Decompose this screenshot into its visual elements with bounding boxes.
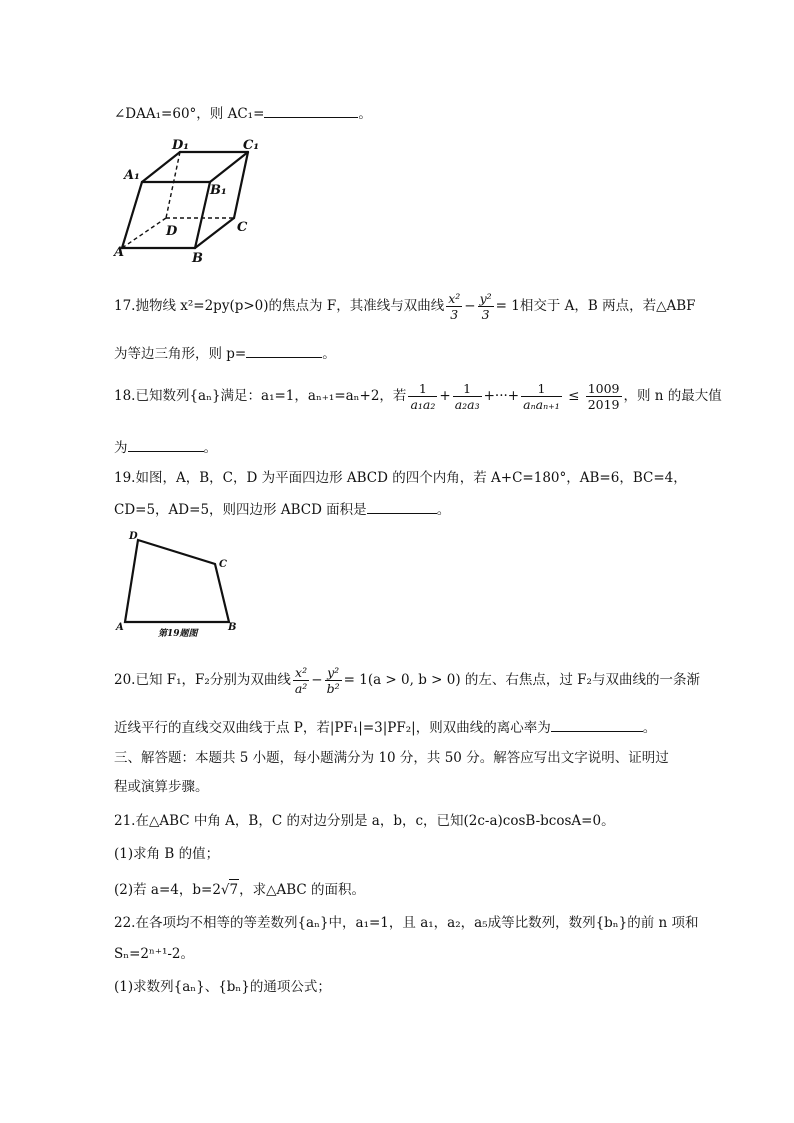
- answer-blank[interactable]: [128, 436, 204, 452]
- ellipsis-plus: +···+: [483, 388, 520, 404]
- q16-tail-end: 。: [358, 106, 372, 122]
- fraction-x2-3: $\frac{\text{x²}}{3}$: [448, 291, 461, 322]
- fig19-label-c: C: [219, 559, 227, 570]
- q20-line1: 20.已知 F₁，F₂分别为双曲线 $\frac{\text{x²}}{\text{a²}}$ − $\frac{\text{y²}}{\text{b²}}$ = 1(a > 0, b > 0) 的左、右焦点，过 F₂与双曲线的一条渐: [114, 665, 700, 696]
- fig19-label-d: D: [129, 531, 138, 542]
- q18-text-b: ，则 n 的最大值: [623, 388, 722, 404]
- fraction-y2-b2: $\frac{\text{y²}}{\text{b²}}$: [326, 665, 340, 696]
- fig16-label-d: D: [166, 224, 178, 239]
- fig16-label-c: C: [237, 220, 248, 235]
- parallelepiped-figure: [112, 138, 272, 266]
- q17-text-b: = 1相交于 A，B 两点，若△ABF: [495, 298, 696, 314]
- fig19-caption: 第19题图: [158, 629, 198, 639]
- fig16-label-a1: A₁: [124, 168, 140, 183]
- fraction-term2: $\frac{1}{\text{a₂a₃}}$: [454, 381, 480, 412]
- q19-line2: CD=5，AD=5，则四边形 ABCD 面积是 。: [114, 498, 450, 520]
- q21-sub2: (2)若 a=4，b=2√7，求△ABC 的面积。: [114, 879, 365, 900]
- answer-blank[interactable]: [246, 342, 322, 358]
- fig16-label-c1: C₁: [243, 138, 260, 153]
- q17-line1: 17.抛物线 x²=2py(p>0)的焦点为 F，其准线与双曲线 $\frac{\text{x²}}{3}$ − $\frac{\text{y²}}{3}$ = 1相交于 A，B 两点，若△ABF: [114, 291, 696, 322]
- section3-line2: 程或演算步骤。: [114, 779, 209, 795]
- q17-text-a: 17.抛物线 x²=2py(p>0)的焦点为 F，其准线与双曲线: [114, 298, 445, 314]
- fig16-label-a: A: [114, 245, 125, 260]
- q16-tail-line: [114, 102, 372, 124]
- fig16-label-b1: B₁: [210, 183, 227, 198]
- q18-line1: 18.已知数列{aₙ}满足：a₁=1，aₙ₊₁=aₙ+2，若 $\frac{1}{\text{a₁a₂}}$ + $\frac{1}{\text{a₂a₃}}$ +···+ $\frac{1}{\text{aₙaₙ₊₁}}$ ≤ $\frac{1009}{2019}$ ，则 n 的最大值: [114, 381, 722, 412]
- q22-sub1: (1)求数列{aₙ}、{bₙ}的通项公式；: [114, 979, 331, 995]
- q16-tail-text: ∠DAA₁=60°，则 AC₁=: [114, 106, 265, 122]
- q21-sub1: (1)求角 B 的值；: [114, 846, 220, 862]
- quadrilateral-figure: [112, 526, 247, 641]
- fig16-label-b: B: [192, 251, 203, 266]
- fraction-y2-3: $\frac{\text{y²}}{3}$: [479, 291, 492, 322]
- q20-line2: 近线平行的直线交双曲线于点 P，若|PF₁|=3|PF₂|，则双曲线的离心率为 。: [114, 716, 656, 738]
- q17-line2: 为等边三角形，则 p= 。: [114, 342, 336, 364]
- answer-blank[interactable]: [264, 102, 358, 118]
- answer-blank[interactable]: [367, 498, 437, 514]
- answer-blank[interactable]: [551, 716, 643, 732]
- q17-text-c: 为等边三角形，则 p=: [114, 346, 247, 362]
- fraction-x2-a2: $\frac{\text{x²}}{\text{a²}}$: [294, 665, 308, 696]
- q19-line1: 19.如图，A，B，C，D 为平面四边形 ABCD 的四个内角，若 A+C=180°，AB=6，BC=4，: [114, 470, 687, 486]
- fig19-label-b: B: [228, 622, 237, 633]
- section3-line1: 三、解答题：本题共 5 小题，每小题满分为 10 分，共 50 分。解答应写出文字说明、证明过: [114, 750, 669, 766]
- q21-line1: 21.在△ABC 中角 A，B，C 的对边分别是 a，b，c，已知(2c-a)cosB-bcosA=0。: [114, 813, 615, 829]
- fraction-1009-2019: $\frac{1009}{2019}$: [587, 381, 620, 412]
- fig19-label-a: A: [116, 622, 124, 633]
- sqrt-symbol: √: [220, 882, 230, 898]
- q22-line1: 22.在各项均不相等的等差数列{aₙ}中，a₁=1，且 a₁，a₂，a₅成等比数列，数列{bₙ}的前 n 项和: [114, 915, 699, 931]
- sqrt-radicand: 7: [229, 879, 240, 900]
- fig16-label-d1: D₁: [172, 138, 189, 153]
- fraction-term1: $\frac{1}{\text{a₁a₂}}$: [410, 381, 436, 412]
- q18-line2: 为 。: [114, 436, 217, 458]
- q18-text-a: 18.已知数列{aₙ}满足：a₁=1，aₙ₊₁=aₙ+2，若: [114, 388, 407, 404]
- q22-line2: Sₙ=2ⁿ⁺¹-2。: [114, 946, 195, 962]
- fraction-term-n: $\frac{1}{\text{aₙaₙ₊₁}}$: [523, 381, 560, 412]
